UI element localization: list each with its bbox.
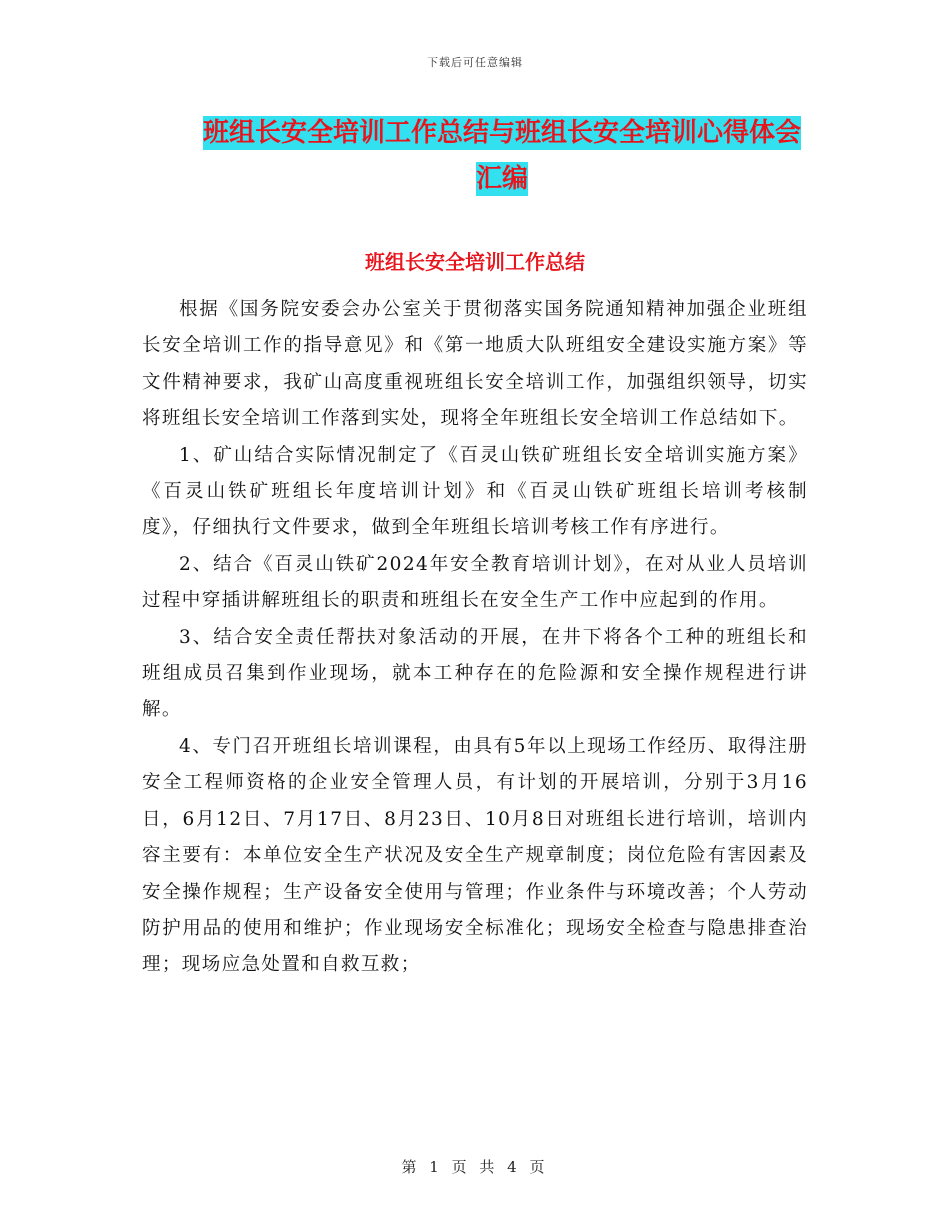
- document-title: [142, 110, 862, 202]
- document-title-line-2: 汇编: [475, 164, 528, 194]
- section-title: 班组长安全培训工作总结: [365, 250, 585, 274]
- paragraph-item-3: 3、结合安全责任帮扶对象活动的开展，在井下将各个工种的班组长和班组成员召集到作业现场，就本工种存在的危险源和安全操作规程进行讲解。: [142, 626, 808, 721]
- document-body: [142, 292, 808, 984]
- paragraph-item-2: 2、结合《百灵山铁矿2024年安全教育培训计划》，在对从业人员培训过程中穿插讲解班组长的职责和班组长在安全生产工作中应起到的作用。: [142, 553, 808, 612]
- header-note: 下载后可任意编辑: [427, 56, 523, 69]
- page-number: 第 1 页 共 4 页: [401, 1158, 549, 1176]
- paragraph-intro: 根据《国务院安委会办公室关于贯彻落实国务院通知精神加强企业班组长安全培训工作的指导意见》和《第一地质大队班组安全建设实施方案》等文件精神要求，我矿山高度重视班组长安全培训工作，加强组织领导，切实将班组长安全培训工作落到实处，现将全年班组长安全培训工作总结如下。: [142, 299, 808, 430]
- paragraph-item-1: 1、矿山结合实际情况制定了《百灵山铁矿班组长安全培训实施方案》《百灵山铁矿班组长年度培训计划》和《百灵山铁矿班组长培训考核制度》，仔细执行文件要求，做到全年班组长培训考核工作有序进行。: [142, 444, 808, 539]
- paragraph-item-4: 4、专门召开班组长培训课程，由具有5年以上现场工作经历、取得注册安全工程师资格的企业安全管理人员，有计划的开展培训，分别于3月16日，6月12日、7月17日、8月23日、10月8日对班组长进行培训，培训内容主要有：本单位安全生产状况及安全生产规章制度；岗位危险有害因素及安全操作规程；生产设备安全使用与管理；作业条件与环境改善；个人劳动防护用品的使用和维护；作业现场安全标准化；现场安全检查与隐患排查治理；现场应急处置和自救互救；: [142, 735, 808, 976]
- document-title-line-1: 班组长安全培训工作总结与班组长安全培训心得体会: [202, 118, 801, 148]
